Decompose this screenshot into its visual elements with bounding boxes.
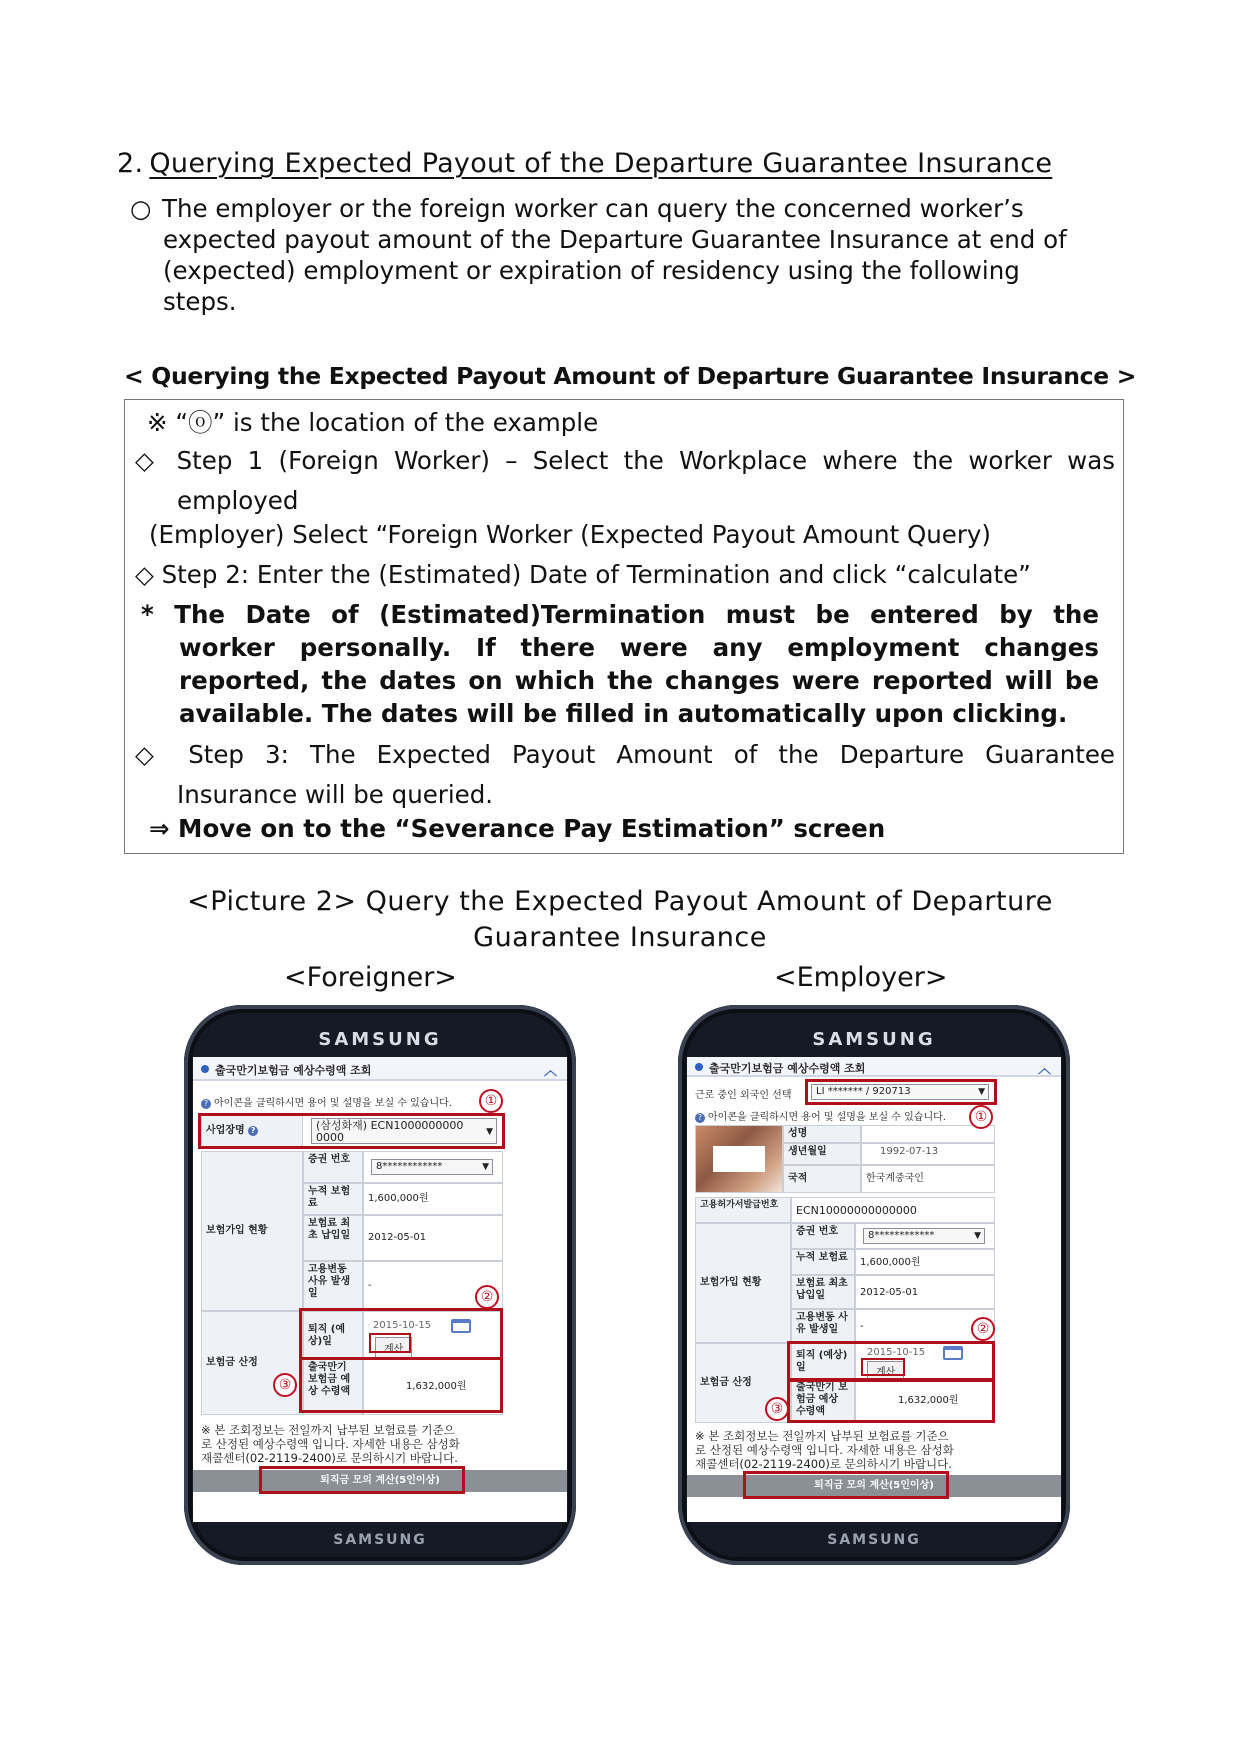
screen-header-title: 출국만기보험금 예상수령액 조회 (709, 1062, 866, 1075)
term-date-label: 퇴직 (예상)일 (308, 1324, 346, 1347)
change-label: 고용변동 사유 발생일 (796, 1312, 848, 1335)
footer-note-line: 로 산정된 예상수령액 입니다. 자세한 내용은 삼성화 (201, 1437, 460, 1451)
marker-3: ③ (273, 1373, 297, 1397)
foreigner-label: <Foreigner> (284, 962, 457, 993)
box-title: < Querying the Expected Payout Amount of Departure Guarantee Insurance > (124, 362, 1137, 390)
name-label-cell (783, 1125, 861, 1143)
nationality-label: 국적 (788, 1173, 808, 1184)
location-note: ※ “ⓞ” is the location of the example (147, 408, 599, 437)
first-pay-label-cell (303, 1215, 363, 1261)
intro-paragraph (130, 193, 1120, 317)
change-value: - (860, 1321, 864, 1332)
chevron-up-icon[interactable]: ︿ (1037, 1062, 1051, 1077)
highlight-box-1 (805, 1079, 997, 1105)
step3-line-2: Insurance will be queried. (177, 780, 494, 809)
first-pay-label-cell (791, 1275, 855, 1309)
first-pay-value-cell (363, 1215, 503, 1261)
first-pay-value: 2012-05-01 (860, 1287, 919, 1298)
accum-label: 누적 보험료 (308, 1186, 351, 1209)
next-screen-line: ⇒ Move on to the “Severance Pay Estimation” screen (149, 814, 886, 843)
employer-screen (687, 1057, 1061, 1522)
payout-value: 1,632,000원 (898, 1395, 959, 1406)
accum-label: 누적 보험료 (796, 1252, 848, 1263)
insurance-status-label: 보험가입 현황 (206, 1225, 268, 1236)
phone-brand-bottom: SAMSUNG (827, 1532, 921, 1548)
section-title (117, 148, 1052, 179)
insurance-status-cell (695, 1223, 791, 1343)
accum-value: 1,600,000원 (368, 1193, 429, 1204)
steps-box (124, 399, 1124, 854)
calc-group-label: 보험금 산정 (700, 1377, 752, 1388)
highlight-box-1 (198, 1113, 505, 1149)
policy-label-cell (303, 1151, 363, 1183)
policy-select[interactable] (863, 1228, 985, 1244)
workplace-value-cont: 0000 (316, 1131, 344, 1144)
picture-caption (0, 884, 1240, 956)
insurance-status-label: 보험가입 현황 (700, 1277, 762, 1288)
footer-note-line: ※ 본 조회정보는 전일까지 납부된 보험료를 기준으 (201, 1423, 455, 1437)
worker-select-label: 근로 중인 외국인 선택 (695, 1090, 792, 1101)
screen-header (687, 1057, 1061, 1077)
note-line-2: worker personally. If there were any employment changes (179, 633, 1099, 662)
accum-label-cell (303, 1183, 363, 1215)
footer-note-line: ※ 본 조회정보는 전일까지 납부된 보험료를 기준으 (695, 1429, 949, 1443)
calc-group-label: 보험금 산정 (206, 1357, 258, 1368)
change-label-cell (791, 1309, 855, 1343)
step2-line: ◇ Step 2: Enter the (Estimated) Date of Termination and click “calculate” (135, 560, 1031, 589)
section-number: 2. (117, 148, 144, 179)
footer-note-line: 로 산정된 예상수령액 입니다. 자세한 내용은 삼성화 (695, 1443, 954, 1457)
foreigner-screen (193, 1057, 567, 1522)
caption-line-1: <Picture 2> Query the Expected Payout Amount of Departure (187, 886, 1053, 917)
permit-label-cell (695, 1197, 791, 1223)
nationality-value-cell (861, 1165, 995, 1193)
help-hint-text: 아이콘을 클릭하시면 용어 및 설명을 보실 수 있습니다. (708, 1112, 946, 1123)
intro-line: steps. (163, 287, 237, 316)
bullet-dot-icon (695, 1063, 703, 1071)
caption-line-2: Guarantee Insurance (473, 922, 767, 953)
marker-1: ① (479, 1089, 503, 1113)
term-date-input[interactable]: 2015-10-15 (867, 1347, 926, 1358)
birth-label: 생년월일 (788, 1146, 827, 1157)
screen-header-title: 출국만기보험금 예상수령액 조회 (215, 1064, 372, 1077)
change-label-cell (303, 1261, 363, 1311)
help-icon[interactable]: ? (695, 1113, 705, 1123)
marker-1: ① (969, 1105, 993, 1129)
birth-label-cell (783, 1143, 861, 1165)
step1-line-2: employed (177, 486, 299, 515)
first-pay-label: 보험료 최초 납입일 (796, 1278, 848, 1301)
policy-label-cell (791, 1223, 855, 1249)
permit-label: 고용허가서발급번호 (700, 1200, 779, 1210)
nationality-value: 한국계중국인 (866, 1173, 924, 1184)
dropdown-arrow-icon: ▼ (482, 1162, 489, 1172)
help-hint-text: 아이콘을 클릭하시면 용어 및 설명을 보실 수 있습니다. (214, 1098, 452, 1109)
marker-2: ② (475, 1285, 499, 1309)
section-title-text: Querying Expected Payout of the Departure Guarantee Insurance (149, 148, 1053, 179)
highlight-calc (369, 1333, 411, 1353)
phone-brand: SAMSUNG (318, 1029, 442, 1050)
policy-value: 8************ (376, 1161, 443, 1172)
note-line-4: available. The dates will be filled in automatically upon clicking. (179, 699, 1068, 728)
help-hint (695, 1108, 946, 1123)
payout-value: 1,632,000원 (406, 1381, 467, 1392)
circle-bullet-icon: ○ (130, 194, 152, 223)
calculate-button[interactable]: 계산 (375, 1337, 412, 1358)
birth-value: 1992-07-13 (880, 1146, 939, 1157)
calc-group-cell (201, 1311, 303, 1415)
marker-2: ② (971, 1317, 995, 1341)
birth-value-cell (861, 1143, 995, 1165)
term-date-label: 퇴직 (예상)일 (796, 1350, 848, 1373)
severance-calc-button[interactable]: 퇴직금 모의 계산(5인이상) (687, 1475, 1061, 1497)
payout-label: 출국만기 보험금 예상 수령액 (796, 1382, 848, 1417)
intro-line: The employer or the foreign worker can query the concerned worker’s (162, 194, 1024, 223)
employer-phone (678, 1005, 1070, 1565)
highlight-box-3 (299, 1357, 503, 1413)
severance-calc-button[interactable]: 퇴직금 모의 계산(5인이상) (193, 1470, 567, 1492)
dropdown-arrow-icon: ▼ (486, 1127, 493, 1137)
first-pay-label: 보험료 최초 납입일 (308, 1218, 351, 1241)
note-line-3: reported, the dates on which the changes were reported will be (179, 666, 1099, 695)
note-line-1: * The Date of (Estimated)Termination must be entered by the (141, 600, 1099, 629)
highlight-bottom (259, 1466, 465, 1494)
workplace-value: (삼성화재) ECN1000000000 (316, 1119, 464, 1132)
employer-label: <Employer> (774, 962, 948, 993)
foreigner-phone (184, 1005, 576, 1565)
accum-value: 1,600,000원 (860, 1257, 921, 1268)
intro-line: (expected) employment or expiration of residency using the following (163, 256, 1020, 285)
phone-brand: SAMSUNG (812, 1029, 936, 1050)
footer-note-line: 재콜센터(02-2119-2400)로 문의하시기 바랍니다. (201, 1451, 458, 1465)
help-icon[interactable]: ? (201, 1099, 211, 1109)
highlight-bottom (743, 1471, 949, 1499)
photo-mask (713, 1146, 765, 1172)
first-pay-value: 2012-05-01 (368, 1232, 427, 1243)
marker-3: ③ (765, 1397, 789, 1421)
worker-photo (695, 1125, 783, 1193)
payout-label: 출국만기 보험금 예상 수령액 (308, 1362, 351, 1397)
help-hint (201, 1094, 452, 1109)
calculate-button[interactable]: 계산 (867, 1361, 904, 1380)
step1-line-3: (Employer) Select “Foreign Worker (Expected Payout Amount Query) (149, 520, 991, 549)
permit-value-cell (791, 1197, 995, 1223)
worker-select-value: LI ******* / 920713 (816, 1086, 911, 1097)
policy-label: 증권 번호 (308, 1154, 351, 1165)
footer-note-line: 재콜센터(02-2119-2400)로 문의하시기 바랍니다. (695, 1457, 952, 1471)
policy-value: 8************ (868, 1230, 935, 1241)
phone-brand-bottom: SAMSUNG (333, 1532, 427, 1548)
name-label: 성명 (788, 1128, 808, 1139)
screen-header (193, 1057, 567, 1081)
insurance-status-cell (201, 1151, 303, 1311)
bullet-dot-icon (201, 1065, 209, 1073)
term-date-input[interactable]: 2015-10-15 (373, 1320, 432, 1331)
accum-label-cell (791, 1249, 855, 1275)
intro-line: expected payout amount of the Departure Guarantee Insurance at end of (163, 225, 1067, 254)
nationality-label-cell (783, 1165, 861, 1193)
accum-value-cell (363, 1183, 503, 1215)
step1-line-1: ◇ Step 1 (Foreign Worker) – Select the Workplace where the worker was (135, 446, 1115, 475)
change-value: - (368, 1280, 372, 1291)
chevron-up-icon[interactable]: ︿ (543, 1064, 557, 1079)
change-label: 고용변동 사유 발생일 (308, 1264, 351, 1299)
highlight-box-3 (787, 1379, 995, 1423)
dropdown-arrow-icon: ▼ (974, 1231, 981, 1241)
dropdown-arrow-icon: ▼ (978, 1087, 985, 1097)
accum-value-cell (855, 1249, 995, 1275)
workplace-label: 사업장명 (206, 1125, 245, 1136)
first-pay-value-cell (855, 1275, 995, 1309)
policy-label: 증권 번호 (796, 1226, 839, 1237)
policy-select[interactable] (371, 1159, 493, 1175)
permit-value: ECN10000000000000 (796, 1204, 917, 1217)
highlight-calc (861, 1358, 905, 1376)
help-icon[interactable]: ? (248, 1126, 258, 1136)
step3-line-1: ◇ Step 3: The Expected Payout Amount of the Departure Guarantee (135, 740, 1115, 769)
